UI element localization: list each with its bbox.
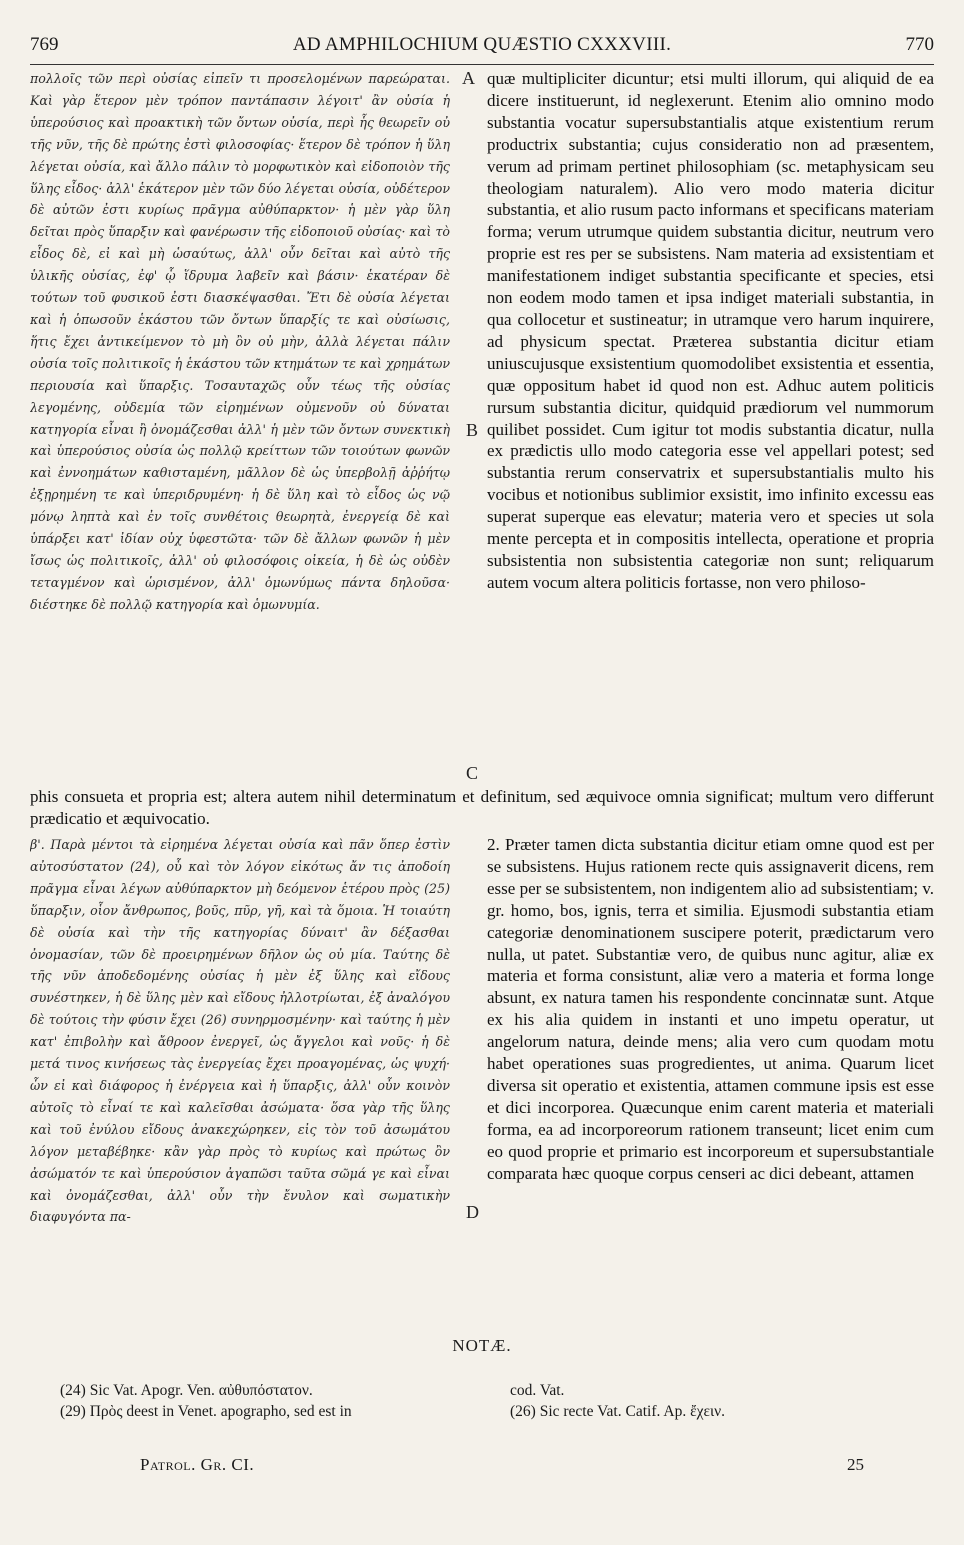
page-footer	[140, 1455, 864, 1475]
note-26: (26) Sic recte Vat. Catif. Ap. ἔχειν.	[510, 1403, 726, 1420]
latin-text-top: quæ multipliciter dicuntur; etsi multi illorum, qui aliquid de ea dicere instituerunt, id neglexerunt. Etenim alio omnino modo substantia vocatur supersubstantialis atque existentium rerum productrix substantia; cujus consideratio non ad præsentem, verum ad primam pertinet philosophiam (sc. metaphysicam seu theologiam naturalem). Alio vero modo materia dicitur substantia, et alio rusum pacto informans et specificans materiam forma; verum utrumque quidem substantia dicitur, neutrum vero proprie est res per se subsistens. Nam materia ad exsistentiam et manifestationem indiget substantia specificante et species, etsi non eodem modo tamen et ipsa indiget materiali substantia, in qua collocetur et sustineatur; in utramque vero harum inquirere, ad physicum spectat. Præterea substantia dicitur etiam uniuscujusque exsistentium quomodolibet exsistentia et essentia, quæ oppositum habet id quod non est. Adhuc autem politicis rursum substantia dicitur, quidquid prædiorum vel nummorum quilibet possidet. Cum igitur tot modis substantia dicatur, nulla ex prædictis ullo modo categoria esse vel appellari potest; sed substantia rerum conservatrix et supersubstantialis multo his vocibus et notionibus sublimior exsistit, imo infinito excessu eas superat superque eas elevatur; materia vero et species ut sola mente percepta et in compositis intellecta, operatione et propria subsistentia non subsistentia categoriæ non sunt; reliquarum autem vocum altera politicis fortasse, non vero philoso-	[487, 69, 934, 592]
notes-right-column	[510, 1380, 930, 1422]
latin-span-paragraph: phis consueta et propria est; altera autem nihil determinatum et definitum, sed æquivoce omnia significat; multum vero differunt prædicatio et æquivocatio.	[30, 787, 934, 828]
header-rule	[30, 64, 934, 65]
page-number-left: 769	[30, 34, 59, 55]
greek-column-top	[30, 68, 450, 788]
latin-spanning-text	[30, 786, 934, 830]
greek-text-bottom: β'. Παρὰ μέντοι τὰ εἰρημένα λέγεται οὐσία καὶ πᾶν ὅπερ ἐστὶν αὐτοσύστατον (24), οὗ καὶ τὸν λόγον εἰκότως ἄν τις ἀποδοίη πρᾶγμα εἶναι λέγων αὐθύπαρκτον μὴ δεόμενον ἑτέρου πρὸς (25) ὕπαρξιν, οἷον ἄνθρωπος, βοῦς, πῦρ, γῆ, καὶ τὰ ὅμοια. Ἡ τοιαύτη δὲ οὐσία καὶ τὴν τῆς κατηγορίας δύναιτ' ἂν δέξασθαι ὀνομασίαν, τῶν δὲ προειρημένων δῆλον ὡς οὐ μία. Ταύτης δὲ τῆς νῦν ἀποδεδομένης οὐσίας ἡ μὲν ἐξ ὕλης καὶ εἴδους συνέστηκεν, ἡ δὲ ὕλης μὲν καὶ εἴδους ἠλλοτρίωται, ἐξ ἀναλόγου δὲ τούτοις τὴν φύσιν ἔχει (26) συνηρμοσμένην· καὶ ταύτης ἡ μὲν κατ' ἐπιβολὴν καὶ ἄθροον ἐνεργεῖ, ὡς ἄγγελοι καὶ νοῦς· ἡ δὲ μετά τινος κινήσεως τὰς ἐνεργείας ἔχει προαγομένας, ὡς ψυχή· ὧν εἰ καὶ διάφορος ἡ ἐνέργεια καὶ ἡ ὕπαρξις, ἀλλ' οὖν κοινὸν αὐτοῖς τὸ εἶναί τε καὶ καλεῖσθαι ἀσώματα· ὅσα γὰρ τῆς ὕλης καὶ τοῦ ἐνύλου εἴδους ἀνακεχώρηκεν, εἰς τὸν τοῦ ἀσωμάτου λόγον μεταβέβηκε· κἂν γὰρ πρὸς τὸ κυρίως καὶ πρώτως ὂν ἀσώματόν τε καὶ ὑπερούσιον ἀγαπῶσι ταῦτα σῶμά γε καὶ εἶναι καὶ ὀνομάζεσθαι, ἀλλ' οὖν τὴν ἔνυλον καὶ σωματικὴν διαφυγόντα πα-	[30, 837, 450, 1225]
notes-heading: NOTÆ.	[452, 1336, 512, 1355]
running-title: AD AMPHILOCHIUM QUÆSTIO CXXXVIII.	[292, 34, 672, 55]
margin-marker-c: C	[466, 763, 479, 783]
page-number-right: 770	[905, 34, 934, 55]
signature-mark: Patrol. Gr. CI.	[140, 1455, 255, 1474]
latin-column-bottom	[487, 834, 934, 1319]
greek-text-top: πολλοῖς τῶν περὶ οὐσίας εἰπεῖν τι προσελομένων παρεώραται. Καὶ γὰρ ἕτερον μὲν τρόπον παντάπασιν λέγοιτ' ἂν οὐσία ἡ ὑπερούσιος καὶ προακτικὴ τῶν ὄντων οὐσία, περὶ ἧς θεωρεῖν οὐ τῆς νῦν, τῆς δὲ πρώτης ἐστὶ φιλοσοφίας· ἕτερον δὲ τρόπον ἡ ὕλη λέγεται οὐσία, καὶ ἄλλο πάλιν τὸ μορφωτικὸν καὶ εἰδοποιὸν τῆς ὕλης εἶδος· ἀλλ' ἑκάτερον μὲν τῶν δύο λέγεται οὐσία, οὐδέτερον δὲ αὐτῶν ἐστι κυρίως πρᾶγμα αὐθύπαρκτον· ἡ μὲν γὰρ ὕλη δεῖται πρὸς ὕπαρξιν καὶ φανέρωσιν τῆς εἰδοποιοῦ οὐσίας· καὶ τὸ εἶδος δὲ, εἰ καὶ μὴ ὡσαύτως, ἀλλ' οὖν δεῖται καὶ αὐτὸ τῆς ὑλικῆς οὐσίας, ἐφ' ᾧ ἵδρυμα λαβεῖν καὶ βάσιν· ἑκατέραν δὲ τούτων τοῦ φυσικοῦ ἐστι διασκέψασθαι. Ἔτι δὲ οὐσία λέγεται καὶ ἡ ὁπωσοῦν ἑκάστου τῶν ὄντων ὕπαρξίς τε καὶ οὐσίωσις, ἥτις ἔχει ἀντικείμενον τὸ μὴ ὂν οὐ μὴν, ἀλλὰ λέγεται πάλιν οὐσία τοῖς πολιτικοῖς ἡ ἑκάστου τῶν κτημάτων τε καὶ χρημάτων περιουσία καὶ ὕπαρξις. Τοσαυταχῶς οὖν τέως τῆς οὐσίας λεγομένης, οὐδεμία τῶν εἰρημένων οὐμενοῦν οὐ δύναται κατηγορία εἶναι ἢ ὀνομάζεσθαι ἀλλ' ἡ μὲν τῶν ὄντων συνεκτικὴ καὶ ὑπερούσιος οὐσία ὡς πολλῷ κρείττων τῶν τοιούτων φωνῶν καὶ ἐννοημάτων καθισταμένη, μᾶλλον δὲ ὡς ὑπερβολῇ ἀῤῥήτῳ ἐξῃρημένη τε καὶ ὑπεριδρυμένη· ἡ δὲ ὕλη καὶ τὸ εἶδος ὡς νῷ μόνῳ ληπτὰ καὶ ἐν τοῖς συνθέτοις θεωρητὰ, ἐνεργείᾳ δὲ καὶ ὑπάρξει κατ' ἰδίαν οὐχ ὑφεστῶτα· τῶν δὲ ἄλλων φωνῶν ἡ μὲν ἴσως ὡς πολιτικοῖς, ἀλλ' οὐ φιλοσόφοις οἰκεία, ἡ δὲ ὡς οὐδὲν τεταγμένον καὶ ὡρισμένον, ἀλλ' ὁμωνύμως πάντα δηλοῦσα· διέστηκε δὲ πολλῷ κατηγορία καὶ ὁμωνυμία.	[30, 71, 450, 612]
greek-column-bottom	[30, 834, 450, 1319]
page-header	[30, 34, 934, 62]
margin-marker-b: B	[466, 420, 479, 440]
gathering-number: 25	[847, 1455, 864, 1474]
note-25: (29) Πρὸς deest in Venet. apographo, sed est in	[60, 1403, 352, 1420]
note-24: (24) Sic Vat. Apogr. Ven. αὐθυπόστατον.	[60, 1382, 313, 1399]
latin-column-top	[487, 68, 934, 788]
margin-marker-a: A	[462, 68, 475, 88]
margin-marker-d: D	[466, 1202, 479, 1222]
note-continuation: cod. Vat.	[510, 1382, 565, 1399]
notes-left-column	[60, 1380, 480, 1422]
latin-text-bottom: 2. Præter tamen dicta substantia dicitur etiam omne quod est per se subsistens. Hujus rationem recte quis assignaverit dicens, rem esse per se subsistentem, non indigentem alio ad subsistentiam; v. gr. homo, bos, ignis, terra et similia. Ejusmodi substantia etiam categoriæ denominationem suscipere poterit, prædictarum vero nulla, ut patet. Substantiæ vero, de quibus nunc agitur, aliæ ex materia et forma consistunt, aliæ vero a materia et forma longe absunt, ex natura tamen his respondente concinnatæ sunt. Atque ex his alia quidem in instanti et uno impetu operatur, ut angelorum natura, deinde mens; alia vero cum quodam motu habet operationes suas progredientes, ut anima. Quarum licet diversa sit operatio et existentia, attamen commune ipsis est esse et dici incorporea. Quæcunque enim carent materia et materiali forma, ea ad incorporeorum rationem transeunt; licet enim cum eo quod proprie et primario est incorporeum et supersubstantiale comparata hæc quoque corpus censeri ac dici debeant, attamen	[487, 835, 934, 1183]
